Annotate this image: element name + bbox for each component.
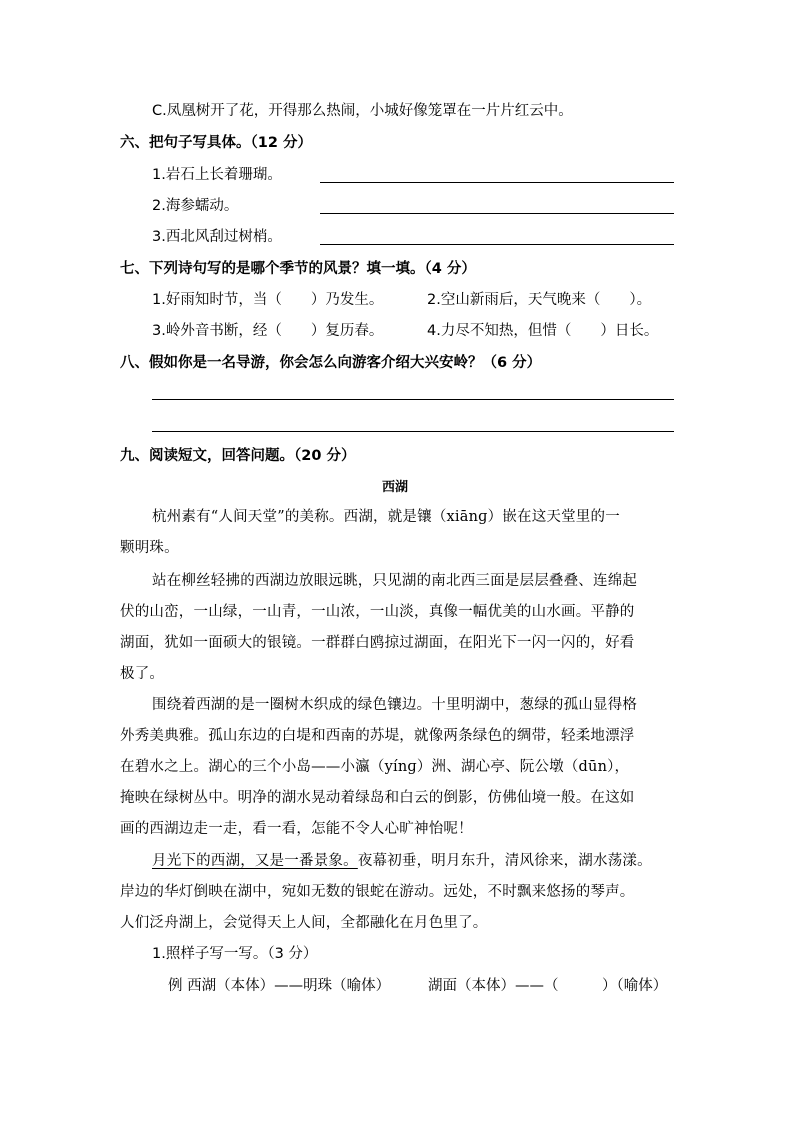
poem-line-2: 2.空山新雨后，天气晚来（ ）。 — [427, 292, 652, 308]
question-1-task[interactable]: 湖面（本体）——（ ）（喻体） — [428, 978, 668, 994]
passage-line: 极了。 — [120, 666, 165, 682]
section7-heading: 七、下列诗句写的是哪个季节的风景？填一填。（4 分） — [120, 261, 476, 277]
passage-text: 夜幕初垂，明月东升，清风徐来，湖水荡漾。 — [357, 853, 652, 869]
passage-line: 掩映在绿树丛中。明净的湖水晃动着绿岛和白云的倒影，仿佛仙境一般。在这如 — [120, 790, 635, 806]
section6-item-3: 3.西北风刮过树梢。 — [152, 229, 282, 245]
passage-line: 在碧水之上。湖心的三个小岛——小瀛（yínɡ）洲、湖心亭、阮公墩（dūn）， — [120, 759, 630, 775]
section6-item-1: 1.岩石上长着珊瑚。 — [152, 167, 282, 183]
underlined-sentence: 月光下的西湖，又是一番景象。 — [152, 853, 358, 869]
passage-line: 杭州素有“人间天堂”的美称。西湖，就是镶（xiānɡ）嵌在这天堂里的一 — [152, 509, 620, 525]
passage-line: 站在柳丝轻拂的西湖边放眼远眺，只见湖的南北西三面是层层叠叠、连绵起 — [152, 573, 638, 589]
passage-line: 湖面，犹如一面硕大的银镜。一群群白鸥掠过湖面，在阳光下一闪一闪的，好看 — [120, 635, 635, 651]
passage-line: 颗明珠。 — [120, 540, 179, 556]
passage-line: 画的西湖边走一走，看一看，怎能不令人心旷神怡呢！ — [120, 821, 473, 837]
section6-heading: 六、把句子写具体。（12 分） — [120, 135, 312, 151]
question-1-example: 例 西湖（本体）——明珠（喻体） — [168, 978, 391, 994]
section9-heading: 九、阅读短文，回答问题。（20 分） — [120, 448, 356, 464]
answer-line[interactable] — [320, 182, 674, 183]
passage-title: 西湖 — [382, 480, 409, 495]
passage-line: 人们泛舟湖上，会觉得天上人间，全都融化在月色里了。 — [120, 915, 488, 931]
poem-line-4: 4.力尽不知热，但惜（ ）日长。 — [427, 323, 659, 339]
answer-line[interactable] — [320, 213, 674, 214]
q5-option-c: C.凤凰树开了花，开得那么热闹，小城好像笼罩在一片片红云中。 — [152, 103, 573, 119]
poem-line-1: 1.好雨知时节，当（ ）乃发生。 — [152, 292, 384, 308]
question-1-label: 1.照样子写一写。（3 分） — [152, 946, 318, 962]
section6-item-2: 2.海参蠕动。 — [152, 198, 239, 214]
answer-line[interactable] — [152, 399, 674, 400]
passage-line: 伏的山峦，一山绿，一山青，一山浓，一山淡，真像一幅优美的山水画。平静的 — [120, 604, 635, 620]
passage-line: 外秀美典雅。孤山东边的白堤和西南的苏堤，就像两条绿色的绸带，轻柔地漂浮 — [120, 728, 635, 744]
answer-line[interactable] — [320, 244, 674, 245]
passage-line: 围绕着西湖的是一圈树木织成的绿色镶边。十里明湖中，葱绿的孤山显得格 — [152, 697, 638, 713]
passage-line: 岸边的华灯倒映在湖中，宛如无数的银蛇在游动。远处，不时飘来悠扬的琴声。 — [120, 884, 635, 900]
poem-line-3: 3.岭外音书断，经（ ）复历春。 — [152, 323, 384, 339]
passage-line-para4 — [152, 851, 652, 871]
section8-heading: 八、假如你是一名导游，你会怎么向游客介绍大兴安岭？（6 分） — [120, 355, 542, 371]
answer-line[interactable] — [152, 431, 674, 432]
